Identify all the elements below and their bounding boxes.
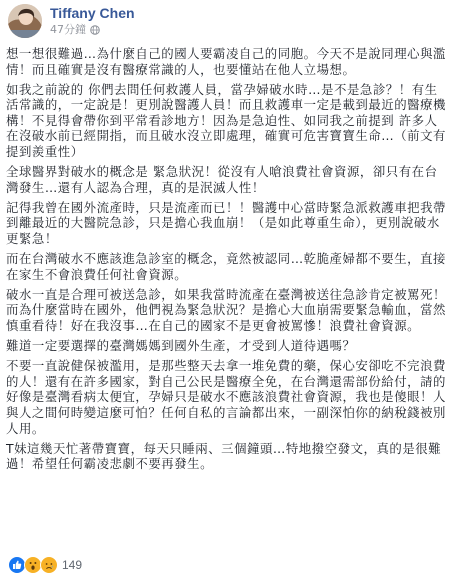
post-paragraph: 不要一直說健保被濫用，是那些整天去拿一堆免費的藥，保心安卻吃不完浪費的人！還有在許多國家，對自己公民是醫療全免，在台灣還需部份給付，請的好像是臺灣看病太便宜，孕婦只是破水不應該浪費社會資源，我也是傻眼！人與人之間何時變這麼可怕？任何自私的言論都出來，一副深怕你的納稅錢被別人用。 [6,358,446,436]
post-paragraph: 全球醫界對破水的概念是 緊急狀況！從沒有人嗆浪費社會資源，卻只有在台灣發生…還有人認為合理，真的是泯滅人性！ [6,164,438,195]
post-paragraph: 難道一定要選擇的臺灣媽媽到國外生產，才受到人道待遇嗎？ [6,338,356,354]
post-paragraph: 記得我曾在國外流產時，只是流產而已！！醫護中心當時緊急派救護車把我帶到離最近的大醫院急診，只是擔心我血崩！（是如此尊重生命），更別說破水更緊急！ [6,199,446,247]
post-meta [50,5,135,37]
post-paragraph: 而在台灣破水不應該進急診室的概念，竟然被認同…乾脆產婦都不要生，直接在家生不會浪費任何社會資源。 [6,251,446,282]
sad-icon [40,556,58,574]
post-paragraph: T妹這幾天忙著帶寶寶，每天只睡兩、三個鐘頭…特地撥空發文，真的是很難過！希望任何霸凌悲劇不要再發生。 [6,440,442,472]
post-paragraph: 想一想很難過…為什麼自己的國人要霸凌自己的同胞。今天不是說同理心與濫情！而且確實是沒有醫療常識的人，也要懂站在他人立場想。 [6,46,446,77]
reactions-bar[interactable] [8,556,82,574]
author-name[interactable]: Tiffany Chen [50,5,135,21]
post-paragraph: 破水一直是合理可被送急診，如果我當時流產在臺灣被送往急診肯定被罵死！而為什麼當時在國外，他們視為緊急狀況？是擔心大血崩需要緊急輸血，當然慎重看待！好在我沒事…在自己的國家不是更會被罵慘！浪費社會資源。 [6,286,446,333]
post-subline [50,23,135,37]
post-body [6,46,450,476]
post-paragraph: 如我之前說的 你們去問任何救護人員，當孕婦破水時…是不是急診？！有生活常識的，一定說是！更別說醫護人員！而且救護車一定是載到最近的醫療機構！不見得會帶你到平常看診地方！因為是急迫性、如同我之前提到 許多人在沒破水前已經開指，而且破水沒立即處理，確實可危害寶寶生命…（前文有提到羨重性） [6,81,446,160]
globe-icon [90,25,100,35]
post-timestamp[interactable]: 47分鐘 [50,23,86,36]
author-avatar[interactable] [8,4,42,38]
avatar-photo-icon [8,4,42,38]
post-header [8,2,135,40]
reaction-count[interactable]: 149 [62,558,83,572]
